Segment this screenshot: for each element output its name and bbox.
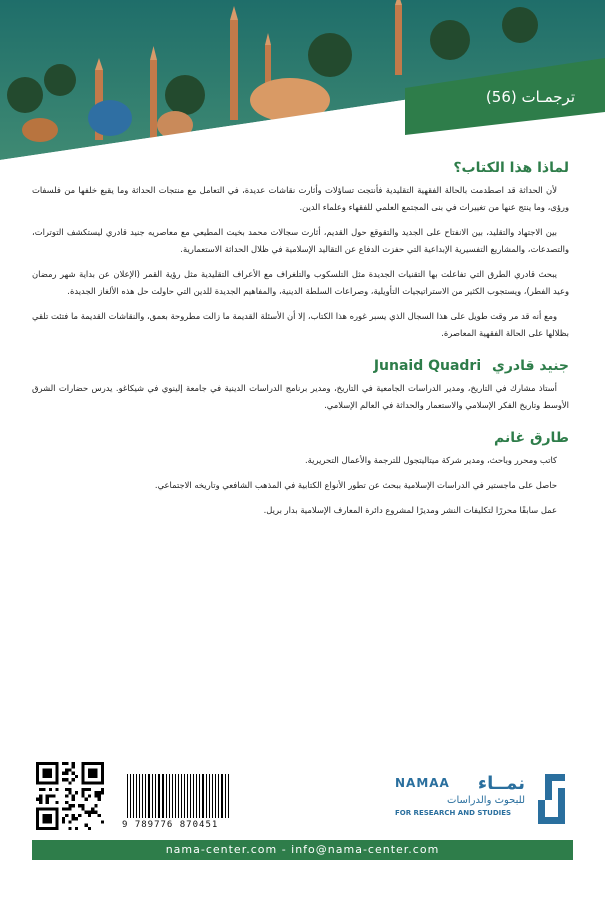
author-bio: أستاذ مشارك في التاريخ، ومدير الدراسات الجامعية في التاريخ، ومدير برنامج الدراسات الدينية في جامعة إلينوي في شيكاغو. يدرس حضارات الشرق الأوسط وتاريخ الفكر الإسلامي والاستعمار والحداثة في العالم الإسلامي. [32, 383, 569, 410]
series-label [486, 88, 575, 106]
publisher-subtitle-ar: للبحوث والدراسات [447, 795, 525, 806]
publisher-name-ar: نمــاء [477, 773, 525, 794]
series-name: ترجمـات [521, 88, 575, 106]
intro-paragraph: بين الاجتهاد والتقليد، بين الانفتاح على الجديد والتقوقع حول القديم، أثارت سجالات محمد بخيت المطيعي مع معاصريه جنيد قادري ليستكشف التوترات، والتصدعات، والمشاريع التفسيرية الإبداعية التي حفزت الدفاع عن التقاليد الإسلامية في ظلال الحداثة الاستعمارية. [32, 227, 569, 254]
translator-heading [32, 430, 569, 446]
series-banner [0, 0, 605, 165]
why-this-book-title: لماذا هذا الكتاب؟ [453, 160, 569, 176]
intro-paragraph: ومع أنه قد مر وقت طويل على هذا السجال الذي يسبر غوره هذا الكتاب، إلا أن الأسئلة القديمة ما زالت مطروحة بعمق، والنقاشات القديمة ما فتئت تلقي بظلالها على الحالة الفقهية المعاصرة. [32, 311, 569, 338]
back-cover-text [32, 160, 569, 527]
qr-code [36, 762, 104, 830]
translator-name: طارق غانم [494, 430, 569, 446]
intro-paragraph: لأن الحداثة قد اصطدمت بالحالة الفقهية التقليدية فأنتجت تساؤلات وأثارت نقاشات عديدة، في التعامل مع منتجات الحداثة وما يقبع خلفها من فلسفات ورؤى، وما ينتج عنها من تغييرات في بنى المجتمع العلمي للفقهاء وعلماء الدين. [32, 185, 569, 212]
translator-bio: عمل سابقًا محررًا لتكليفات النشر ومديرًا لمشروع دائرة المعارف الإسلامية بدار بريل. [263, 505, 557, 515]
intro-paragraph: يبحث قادري الطرق التي تفاعلت بها التقنيات الجديدة مثل التلسكوب والتلغراف مع الأعراف التقليدية مثل رؤية القمر (الإعلان عن بداية شهر رمضان وعيد الفطر)، ويستجوب الكثير من الاستراتيجيات التأويلية، وصراعات السلطة الدينية، والمفاهيم الجديدة للدين التي حاولت حل هذه الألغاز الجديدة. [32, 269, 569, 296]
isbn-number: 9 789776 870451 [122, 820, 219, 830]
author-name-en: Junaid Quadri [373, 358, 482, 374]
author-name-ar: جنيد قادري [492, 358, 569, 374]
translator-bio: حاصل على ماجستير في الدراسات الإسلامية ببحث عن تطور الأنواع الكتابية في المذهب الشافعي وتاريخه الاجتماعي. [154, 480, 557, 490]
publisher-tagline: FOR RESEARCH AND STUDIES [395, 809, 512, 817]
translator-bio: كاتب ومحرر وباحث، ومدير شركة ميتاليتجول للترجمة والأعمال التحريرية. [304, 455, 557, 465]
contact-footer: nama-center.com - info@nama-center.com [32, 840, 573, 860]
series-number: (56) [485, 88, 517, 106]
author-heading [32, 358, 569, 374]
publisher-name-en: NAMAA [395, 776, 450, 790]
